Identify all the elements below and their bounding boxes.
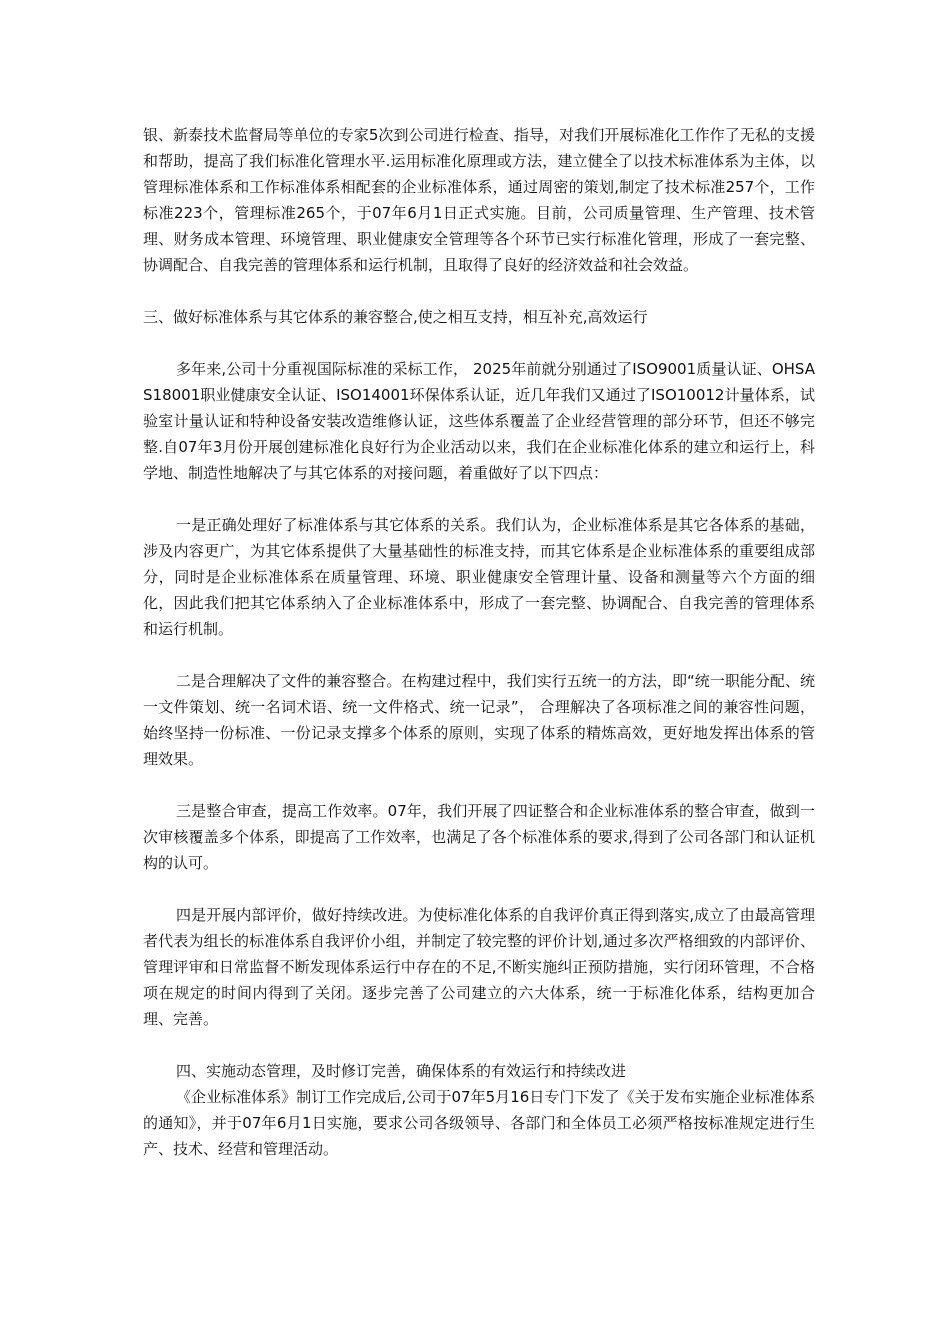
spacer	[143, 278, 815, 304]
paragraph-point-one: 一是正确处理好了标准体系与其它体系的关系。我们认为，企业标准体系是其它各体系的基础，涉及内容更广，为其它体系提供了大量基础性的标准支持，而其它体系是企业标准体系的重要组成部分，同时是企业标准体系在质量管理、环境、职业健康安全管理计量、设备和测量等六个方面的细化，因此我们把其它体系纳入了企业标准体系中，形成了一套完整、协调配合、自我完善的管理体系和运行机制。	[143, 516, 815, 638]
spacer	[143, 1032, 815, 1058]
section-heading-4: 四、实施动态管理，及时修订完善，确保体系的有效运行和持续改进	[176, 1062, 627, 1080]
section-heading-3: 三、做好标准体系与其它体系的兼容整合,使之相互支持，相互补充,高效运行	[143, 308, 648, 326]
paragraph-point-three: 三是整合审查，提高工作效率。07年，我们开展了四证整合和企业标准体系的整合审查，做到一次审核覆盖多个体系，即提高了工作效率，也满足了各个标准体系的要求,得到了公司各部门和认证机构的认可。	[143, 802, 815, 872]
paragraph-intro: 银、新泰技术监督局等单位的专家5次到公司进行检查、指导，对我们开展标准化工作作了无私的支援和帮助，提高了我们标准化管理水平.运用标准化原理或方法，建立健全了以技术标准体系为主体，以管理标准体系和工作标准体系相配套的企业标准体系，通过周密的策划,制定了技术标准257个，工作标准223个，管理标准265个，于07年6月1日正式实施。目前，公司质量管理、生产管理、技术管理、财务成本管理、环境管理、职业健康安全管理等各个环节已实行标准化管理，形成了一套完整、协调配合、自我完善的管理体系和运行机制，且取得了良好的经济效益和社会效益。	[143, 126, 815, 274]
spacer	[143, 876, 815, 902]
document-body	[143, 122, 815, 1162]
paragraph-dynamic-management: 《企业标准体系》制订工作完成后,公司于07年5月16日专门下发了《关于发布实施企业标准体系的通知》，并于07年6月1日实施，要求公司各级领导、各部门和全体员工必须严格按标准规定进行生产、技术、经营和管理活动。	[143, 1088, 815, 1158]
paragraph-point-two: 二是合理解决了文件的兼容整合。在构建过程中，我们实行五统一的方法，即“统一职能分配、统一文件策划、统一名词术语、统一文件格式、统一记录”， 合理解决了各项标准之间的兼容性问题，始终坚持一份标准、一份记录支撑多个体系的原则，实现了体系的精炼高效，更好地发挥出体系的管理效果。	[143, 672, 815, 768]
spacer	[143, 642, 815, 668]
spacer	[143, 486, 815, 512]
paragraph-standards: 多年来,公司十分重视国际标准的采标工作， 2025年前就分别通过了ISO9001质量认证、OHSAS18001职业健康安全认证、ISO14001环保体系认证，近几年我们又通过了ISO10012计量体系，试验室计量认证和特种设备安装改造维修认证，这些体系覆盖了企业经营管理的部分环节，但还不够完整.自07年3月份开展创建标准化良好行为企业活动以来，我们在企业标准化体系的建立和运行上，科学地、制造性地解决了与其它体系的对接问题，着重做好了以下四点：	[143, 360, 815, 482]
spacer	[143, 772, 815, 798]
spacer	[143, 330, 815, 356]
paragraph-point-four: 四是开展内部评价，做好持续改进。为使标准化体系的自我评价真正得到落实,成立了由最高管理者代表为组长的标准体系自我评价小组，并制定了较完整的评价计划,通过多次严格细致的内部评价、管理评审和日常监督不断发现体系运行中存在的不足,不断实施纠正预防措施，实行闭环管理，不合格项在规定的时间内得到了关闭。逐步完善了公司建立的六大体系，统一于标准化体系，结构更加合理、完善。	[143, 906, 815, 1028]
